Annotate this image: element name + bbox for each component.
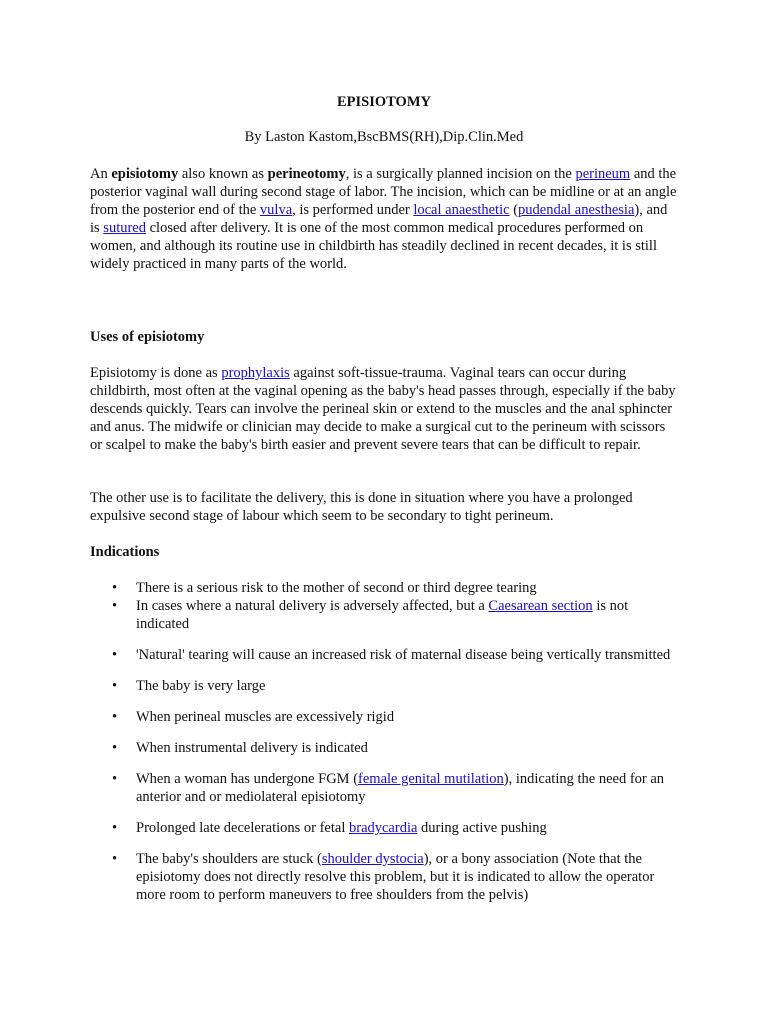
list-item: • 'Natural' tearing will cause an increased risk of maternal disease being vertically transmitted xyxy=(112,647,671,663)
list-item: • The baby's shoulders are stuck (shoulder dystocia), or a bony association (Note that the episiotomy does not directly resolve this problem, but it is indicated to allow the operator more room to perform maneuvers to free shoulders from the pelvis) xyxy=(112,851,655,903)
intro-text: closed after delivery. It is one of the most common medical procedures performed on women, and although its routine use in childbirth has steadily declined in recent decades, it is still widely practiced in many parts of the world. xyxy=(90,220,657,272)
bullet-icon: • xyxy=(112,678,118,694)
link-vulva[interactable]: vulva xyxy=(259,202,293,218)
indications-list xyxy=(90,579,680,904)
bullet-icon: • xyxy=(112,820,118,836)
bullet-icon: • xyxy=(112,647,118,663)
term-perineotomy: perineotomy xyxy=(267,166,346,182)
uses-paragraph xyxy=(90,364,680,454)
bullet-icon: • xyxy=(112,771,118,787)
bullet-icon: • xyxy=(112,580,118,596)
uses-heading: Uses of episiotomy xyxy=(90,329,205,345)
document-title: EPISIOTOMY xyxy=(336,94,431,110)
uses-text: against soft-tissue-trauma. Vaginal tears can occur during childbirth, most often at the vaginal opening as the baby's head passes through, especially if the baby descends quickly. Tears can involve the perineal skin or extend to the muscles and the anal sphincter and anus. The midwife or clinician may decide to make a surgical cut to the perineum with scissors or scalpel to make the baby's birth easier and prevent severe tears that can be difficult to repair. xyxy=(90,365,676,453)
link-perineum[interactable]: perineum xyxy=(575,166,631,182)
link-caesarean-section[interactable]: Caesarean section xyxy=(488,598,593,614)
list-item: • The baby is very large xyxy=(112,678,266,694)
intro-text: , is performed under xyxy=(292,202,414,218)
intro-paragraph xyxy=(90,165,680,273)
intro-text: , is a surgically planned incision on the xyxy=(345,166,576,182)
link-pudendal-anesthesia[interactable]: pudendal anesthesia xyxy=(518,202,635,218)
list-item: • Prolonged late decelerations or fetal bradycardia during active pushing xyxy=(112,820,547,836)
author-byline: By Laston Kastom,BscBMS(RH),Dip.Clin.Med xyxy=(244,129,524,145)
term-episiotomy: episiotomy xyxy=(111,166,179,182)
other-use-paragraph: The other use is to facilitate the delivery, this is done in situation where you have a prolonged expulsive second stage of labour which seem to be secondary to tight perineum. xyxy=(90,490,633,524)
bullet-icon: • xyxy=(112,598,118,614)
indications-heading: Indications xyxy=(90,544,160,560)
uses-text: Episiotomy is done as xyxy=(90,365,222,381)
bullet-icon: • xyxy=(112,851,118,867)
link-shoulder-dystocia[interactable]: shoulder dystocia xyxy=(321,851,424,867)
list-item: • When instrumental delivery is indicated xyxy=(112,740,368,756)
intro-text: ( xyxy=(509,202,519,218)
link-sutured[interactable]: sutured xyxy=(103,220,146,236)
link-female-genital-mutilation[interactable]: female genital mutilation xyxy=(358,771,504,787)
list-item: • When perineal muscles are excessively rigid xyxy=(112,709,395,725)
bullet-icon: • xyxy=(112,709,118,725)
link-bradycardia[interactable]: bradycardia xyxy=(348,820,418,836)
list-item: • When a woman has undergone FGM (female genital mutilation), indicating the need for an anterior and or mediolateral episiotomy xyxy=(112,771,665,805)
bullet-icon: • xyxy=(112,740,118,756)
intro-text: also known as xyxy=(178,166,268,182)
intro-text: An xyxy=(90,166,112,182)
intro-text: and the posterior vaginal wall during second stage of labor. The incision, which can be midline or at an angle from the posterior end of the xyxy=(90,166,677,218)
intro-text: ), and is xyxy=(90,202,668,236)
link-local-anaesthetic[interactable]: local anaesthetic xyxy=(413,202,510,218)
link-prophylaxis[interactable]: prophylaxis xyxy=(221,365,290,381)
list-item: • There is a serious risk to the mother of second or third degree tearing xyxy=(112,580,537,596)
list-item: • In cases where a natural delivery is adversely affected, but a Caesarean section is not indicated xyxy=(112,598,629,632)
